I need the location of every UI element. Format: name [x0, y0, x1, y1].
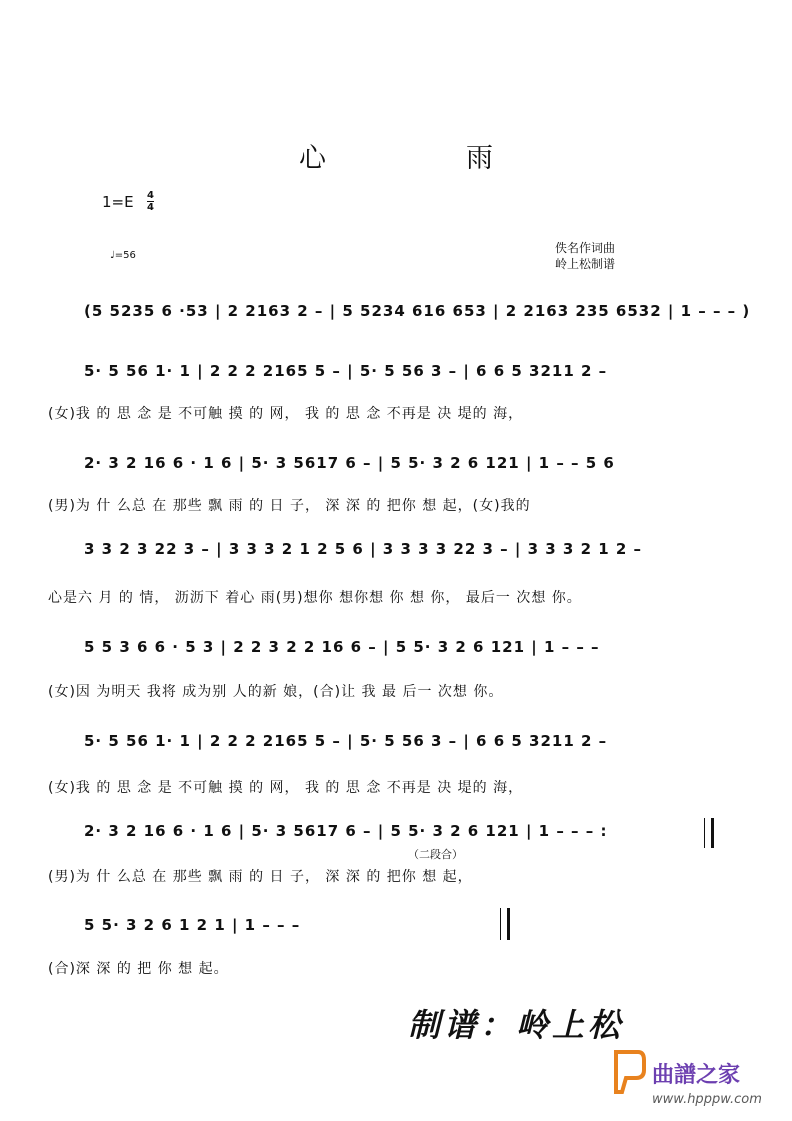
time-signature-top: 4	[147, 190, 154, 201]
repeat-end-barline	[704, 818, 714, 848]
score-row-8-music: 5 5· 3 2 6 1 2 1 | 1 – – –	[84, 916, 301, 934]
credit-lyrics-music: 佚名作词曲	[555, 241, 616, 255]
site-logo-icon	[612, 1048, 646, 1094]
key-signature: 1=E	[102, 193, 134, 211]
final-barline	[500, 908, 510, 940]
score-row-5-music: 5 5 3 6 6 · 5 3 | 2 2 3 2 2 16 6 – | 5 5· 3 2 6 121 | 1 – – –	[84, 638, 600, 656]
time-signature-bottom: 4	[147, 202, 154, 213]
site-logo-text: 曲譜之家	[652, 1063, 741, 1088]
second-verse-chorus-note: （二段合）	[408, 848, 463, 861]
credit-transcriber: 岭上松制谱	[555, 257, 616, 271]
title-char-1: 心	[299, 143, 326, 174]
score-row-4-music: 3 3 2 3 22 3 – | 3 3 3 2 1 2 5 6 | 3 3 3 3 22 3 – | 3 3 3 2 1 2 –	[84, 540, 643, 558]
score-row-7-lyric: (男)为 什 么总 在 那些 飘 雨 的 日 子， 深 深 的 把你 想 起，	[48, 869, 473, 885]
handwritten-signature: 制谱：岭上松	[408, 1006, 625, 1044]
score-row-6-music: 5· 5 56 1· 1 | 2 2 2 2165 5 – | 5· 5 56 3 – | 6 6 5 3211 2 –	[84, 732, 608, 750]
title-char-2: 雨	[466, 143, 493, 174]
site-url: www.hpppw.com	[652, 1092, 762, 1107]
score-row-4-lyric: 心是六 月 的 情， 沥沥下 着心 雨(男)想你 想你想 你 想 你， 最后一 次想 你。	[48, 590, 582, 606]
tempo-mark: ♩=56	[110, 250, 136, 261]
score-row-1-music: (5 5235 6 ·53 | 2 2163 2 – | 5 5234 616 653 | 2 2163 235 6532 | 1 – – – )	[84, 302, 751, 320]
song-title	[0, 136, 792, 175]
score-row-7-music: 2· 3 2 16 6 · 1 6 | 5· 3 5617 6 – | 5 5· 3 2 6 121 | 1 – – – :	[84, 822, 608, 840]
score-row-2-lyric: (女)我 的 思 念 是 不可触 摸 的 网， 我 的 思 念 不再是 决 堤的 海，	[48, 406, 524, 422]
score-row-2-music: 5· 5 56 1· 1 | 2 2 2 2165 5 – | 5· 5 56 3 – | 6 6 5 3211 2 –	[84, 362, 608, 380]
score-row-3-lyric: (男)为 什 么总 在 那些 飘 雨 的 日 子， 深 深 的 把你 想 起，(女)我的	[48, 498, 531, 514]
score-row-5-lyric: (女)因 为明天 我将 成为别 人的新 娘，(合)让 我 最 后一 次想 你。	[48, 684, 504, 700]
score-row-6-lyric: (女)我 的 思 念 是 不可触 摸 的 网， 我 的 思 念 不再是 决 堤的 海，	[48, 780, 524, 796]
score-row-3-music: 2· 3 2 16 6 · 1 6 | 5· 3 5617 6 – | 5 5· 3 2 6 121 | 1 – – 5 6	[84, 454, 615, 472]
time-signature	[147, 190, 154, 213]
score-row-8-lyric: (合)深 深 的 把 你 想 起。	[48, 961, 229, 977]
